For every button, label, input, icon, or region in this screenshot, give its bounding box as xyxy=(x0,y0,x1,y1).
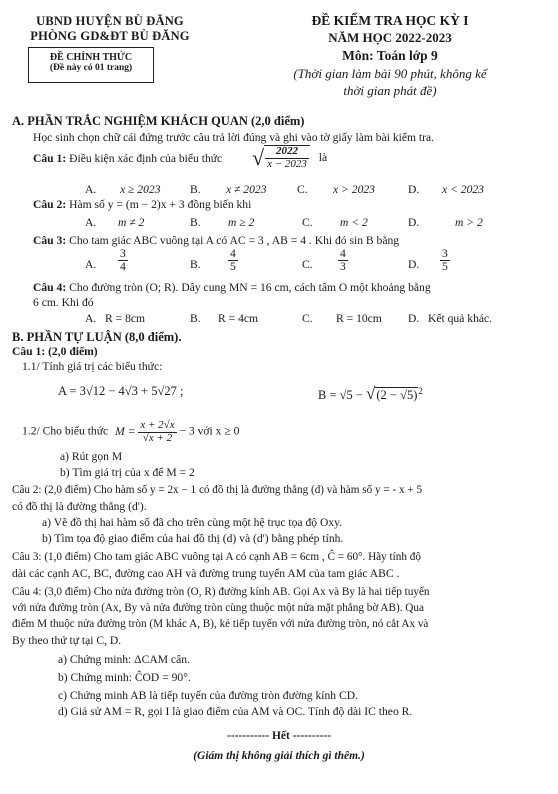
question-1-after: là xyxy=(318,150,328,164)
question-1-label: Câu 1: xyxy=(33,152,67,165)
essay-4-line3: điểm M thuộc nửa đường tròn (M khác A, B), kẻ tiếp tuyến với nửa đường tròn, nó cắt Ax và xyxy=(12,618,429,630)
proctor-note: (Giám thị không giải thích gì thêm.) xyxy=(193,750,365,762)
department-name: PHÒNG GD&ĐT BÙ ĐĂNG xyxy=(30,29,190,43)
end-marker: ----------- Hết ---------- xyxy=(226,730,332,742)
q3-option-b xyxy=(228,248,238,273)
expression-b-exponent: 2 xyxy=(418,385,423,396)
part-b-title: B. PHẦN TỰ LUẬN (8,0 điểm). xyxy=(12,330,182,344)
question-3-text: Cho tam giác ABC vuông tại A có AC = 3 , AB = 4 . Khi đó sin B bằng xyxy=(69,234,400,247)
page-count-note: (Đề này có 01 trang) xyxy=(49,63,133,73)
q4-option-d-letter: D. xyxy=(408,312,420,325)
essay-1-b: b) Tìm giá trị của x để M = 2 xyxy=(60,466,195,479)
essay-4-d: d) Giả sử AM = R, gọi I là giao điểm của AM và OC. Tính độ dài IC theo R. xyxy=(58,705,413,718)
essay-2-line2: có đồ thị là đường thẳng (d'). xyxy=(12,500,147,513)
q3-option-a-letter: A. xyxy=(85,258,97,271)
expression-a: A = 3√12 − 4√3 + 5√27 ; xyxy=(58,384,184,398)
q1-option-a: x ≥ 2023 xyxy=(120,183,161,196)
question-1 xyxy=(33,152,222,165)
q3-option-d xyxy=(440,248,450,273)
q2-option-b-letter: B. xyxy=(190,216,201,229)
q1-option-d-letter: D. xyxy=(408,183,420,196)
q3-option-b-letter: B. xyxy=(190,258,201,271)
essay-4-a: a) Chứng minh: ΔCAM cân. xyxy=(58,653,190,666)
question-2-label: Câu 2: xyxy=(33,198,67,211)
question-4 xyxy=(33,281,431,294)
q3-c-num: 4 xyxy=(340,247,346,260)
q4-option-a-letter: A. xyxy=(85,312,97,325)
question-2-text: Hàm số y = (m − 2)x + 3 đồng biến khi xyxy=(69,198,252,211)
question-3 xyxy=(33,234,399,247)
essay-1-a: a) Rút gọn M xyxy=(60,450,123,463)
sqrt-icon: √ xyxy=(366,384,376,403)
time-note-line2: thời gian phát đề) xyxy=(343,83,437,98)
question-4-text-cont: 6 cm. Khi đó xyxy=(33,296,94,309)
essay-4-line1: Câu 4: (3,0 điểm) Cho nửa đường tròn (O, R) đường kính AB. Gọi Ax và By là hai tiếp tuyến xyxy=(12,586,430,598)
expression-b xyxy=(318,384,423,404)
expression-m-label: M = xyxy=(115,424,136,438)
q3-d-num: 3 xyxy=(442,247,448,260)
expression-b-prefix: B = √5 − xyxy=(318,388,363,402)
q2-option-c-letter: C. xyxy=(302,216,313,229)
q2-option-b: m ≥ 2 xyxy=(228,216,255,229)
q4-option-a: R = 8cm xyxy=(105,312,146,325)
question-3-label: Câu 3: xyxy=(33,234,67,247)
subject-line: Môn: Toán lớp 9 xyxy=(342,48,438,63)
essay-question-1-title: Câu 1: (2,0 điểm) xyxy=(12,345,98,358)
question-2 xyxy=(33,198,251,211)
question-1-denominator: x − 2023 xyxy=(267,158,307,170)
q3-c-den: 3 xyxy=(340,260,346,274)
essay-4-line2: với nửa đường tròn (Ax, By và nửa đường tròn cùng thuộc một nửa mặt phẳng bờ AB). Qua xyxy=(12,602,424,614)
part-a-instruction: Học sinh chọn chữ cái đứng trước câu trả lời đúng và ghi vào tờ giấy làm bài kiểm tra. xyxy=(33,131,435,144)
part-a-title: A. PHẦN TRẮC NGHIỆM KHÁCH QUAN (2,0 điểm) xyxy=(12,114,305,128)
essay-3-line1: Câu 3: (1,0 điểm) Cho tam giác ABC vuông tại A có cạnh AB = 6cm , Ĉ = 60°. Hãy tính độ xyxy=(12,551,421,563)
essay-2-a: a) Vẽ đồ thị hai hàm số đã cho trên cùng một hệ trục tọa độ Oxy. xyxy=(42,516,343,529)
q2-option-a: m ≠ 2 xyxy=(118,216,145,229)
essay-1-2-prefix: 1.2/ Cho biểu thức xyxy=(22,424,109,438)
essay-1-1: 1.1/ Tính giá trị các biểu thức: xyxy=(22,360,163,373)
q4-option-c-letter: C. xyxy=(302,312,313,325)
q4-option-d: Kết quả khác. xyxy=(428,312,493,325)
sqrt-icon: √ xyxy=(252,145,265,170)
q3-option-c xyxy=(338,248,348,273)
essay-2-line1: Câu 2: (2,0 điểm) Cho hàm số y = 2x − 1 có đồ thị là đường thẳng (d) và hàm số y = - x + 5 xyxy=(12,484,423,496)
essay-3-line2: dài các cạnh AC, BC, đường cao AH và đường trung tuyến AM của tam giác ABC . xyxy=(12,567,400,580)
q4-option-b-letter: B. xyxy=(190,312,201,325)
q4-option-b: R = 4cm xyxy=(218,312,259,325)
q1-option-c-letter: C. xyxy=(297,183,308,196)
expression-m-denominator: √x + 2 xyxy=(142,431,173,444)
question-1-expression xyxy=(252,145,327,171)
q2-option-d-letter: D. xyxy=(408,216,420,229)
q1-option-c: x > 2023 xyxy=(333,183,375,196)
q3-b-num: 4 xyxy=(230,247,236,260)
q3-d-den: 5 xyxy=(442,260,448,274)
q3-a-num: 3 xyxy=(120,247,126,260)
official-stamp-box xyxy=(28,47,154,83)
question-4-text: Cho đường tròn (O; R). Dây cung MN = 16 cm, cách tâm O một khoảng bằng xyxy=(69,281,431,294)
essay-2-b: b) Tìm tọa độ giao điểm của hai đồ thị (d) và (d') bằng phép tính. xyxy=(42,532,344,545)
q2-option-a-letter: A. xyxy=(85,216,97,229)
expression-m-after: − 3 với x ≥ 0 xyxy=(179,424,240,438)
q3-option-c-letter: C. xyxy=(302,258,313,271)
q1-option-a-letter: A. xyxy=(85,183,97,196)
q3-option-d-letter: D. xyxy=(408,258,420,271)
essay-4-c: c) Chứng minh AB là tiếp tuyến của đường tròn đường kính CD. xyxy=(58,689,358,702)
expression-b-radicand: (2 − √5) xyxy=(376,388,418,402)
question-1-numerator: 2022 xyxy=(265,146,309,159)
q1-option-d: x < 2023 xyxy=(442,183,484,196)
q1-option-b-letter: B. xyxy=(190,183,201,196)
time-note-line1: (Thời gian làm bài 90 phút, không kể xyxy=(293,66,487,81)
essay-1-2 xyxy=(22,420,239,444)
q3-a-den: 4 xyxy=(120,260,126,274)
essay-4-line4: By theo thứ tự tại C, D. xyxy=(12,634,122,647)
expression-m-numerator: x + 2√x xyxy=(140,419,175,431)
question-1-text: Điều kiện xác định của biểu thức xyxy=(69,152,223,165)
official-label: ĐỀ CHÍNH THỨC xyxy=(49,52,133,63)
essay-4-b: b) Chứng minh: ĈOD = 90°. xyxy=(58,671,191,684)
q1-option-b: x ≠ 2023 xyxy=(226,183,267,196)
q3-b-den: 5 xyxy=(230,260,236,274)
question-1-fraction xyxy=(264,145,310,170)
q2-option-c: m < 2 xyxy=(340,216,368,229)
exam-title: ĐỀ KIỂM TRA HỌC KỲ I xyxy=(311,13,469,28)
question-4-label: Câu 4: xyxy=(33,281,67,294)
expression-m-fraction xyxy=(138,420,176,444)
district-name: UBND HUYỆN BÙ ĐĂNG xyxy=(36,14,184,28)
q2-option-d: m > 2 xyxy=(455,216,483,229)
school-year: NĂM HỌC 2022-2023 xyxy=(328,30,452,45)
q3-option-a xyxy=(118,248,128,273)
q4-option-c: R = 10cm xyxy=(336,312,382,325)
